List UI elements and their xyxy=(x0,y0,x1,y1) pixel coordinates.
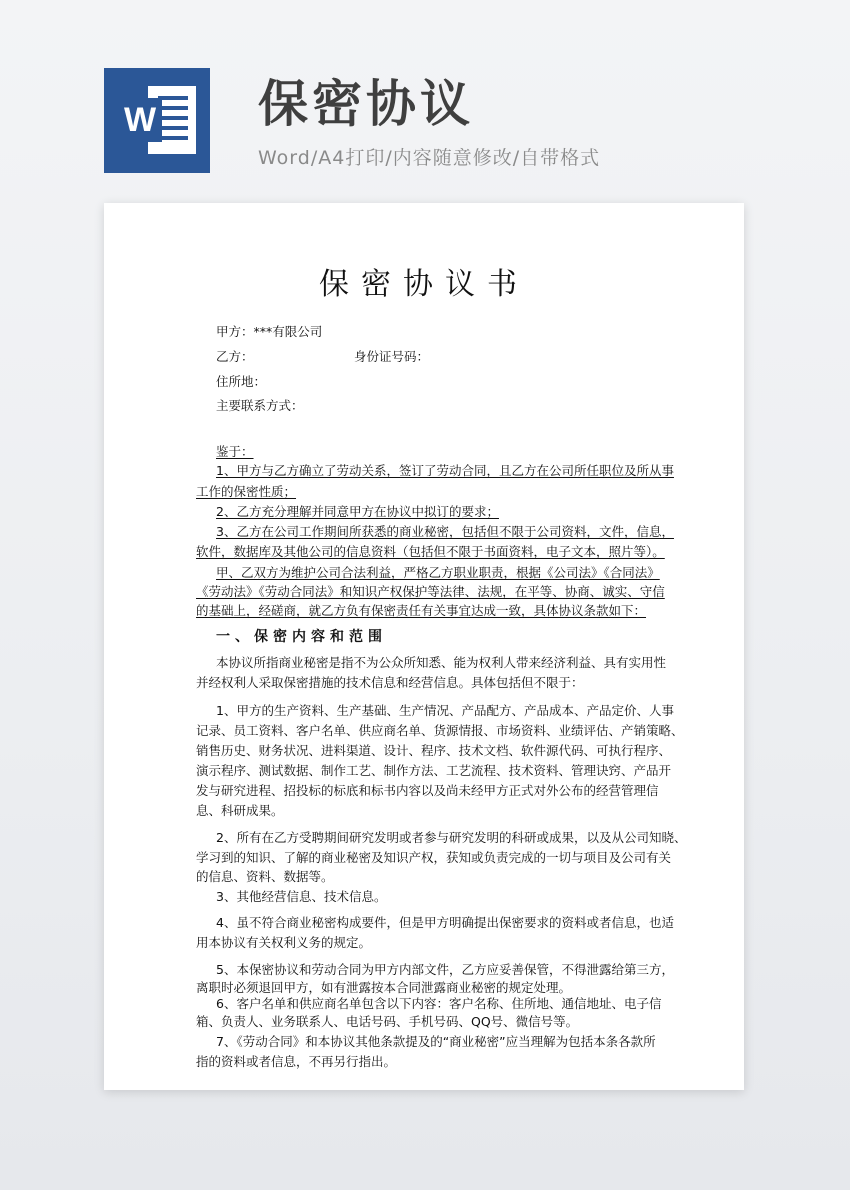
word-logo-icon xyxy=(104,68,210,173)
body-line: 本协议所指商业秘密是指不为公众所知悉、能为权利人带来经济利益、具有实用性 xyxy=(216,655,667,670)
whereas-line: 软件，数据库及其他公司的信息资料（包括但不限于书面资料，电子文本，照片等）。 xyxy=(196,544,665,559)
document-title: 保密协议书 xyxy=(319,267,529,302)
logo-letter: W xyxy=(118,98,162,142)
body-line: 5、本保密协议和劳动合同为甲方内部文件，乙方应妥善保管，不得泄露给第三方， xyxy=(216,962,674,977)
contact-line: 主要联系方式： xyxy=(216,398,304,413)
whereas-line: 2、乙方充分理解并同意甲方在协议中拟订的要求； xyxy=(216,504,499,519)
body-line: 发与研究进程、招投标的标底和标书内容以及尚未经甲方正式对外公布的经营管理信 xyxy=(196,783,659,798)
body-line: 销售历史、财务状况、进料渠道、设计、程序、技术文档、软件源代码、可执行程序、 xyxy=(196,743,672,758)
body-line: 7、《劳动合同》和本协议其他条款提及的“商业秘密”应当理解为包括本条各款所 xyxy=(216,1034,656,1049)
body-line: 箱、负责人、业务联系人、电话号码、手机号码、QQ号、微信号等。 xyxy=(196,1014,579,1029)
body-line: 指的资料或者信息，不再另行指出。 xyxy=(196,1054,397,1069)
party-a-line: 甲方：***有限公司 xyxy=(216,324,323,339)
body-line: 演示程序、测试数据、制作工艺、制作方法、工艺流程、技术资料、管理诀窍、产品开 xyxy=(196,763,672,778)
whereas-line: 鉴于： xyxy=(216,444,254,459)
whereas-line: 3、乙方在公司工作期间所获悉的商业秘密，包括但不限于公司资料，文件，信息， xyxy=(216,524,674,539)
party-b-line: 乙方： xyxy=(216,349,254,364)
body-line: 4、虽不符合商业秘密构成要件，但是甲方明确提出保密要求的资料或者信息，也适 xyxy=(216,915,674,930)
body-line: 并经权利人采取保密措施的技术信息和经营信息。具体包括但不限于： xyxy=(196,675,584,690)
document-page xyxy=(104,203,744,1090)
id-number-line: 身份证号码： xyxy=(354,349,430,364)
section-heading: 一、保密内容和范围 xyxy=(216,629,387,645)
body-line: 学习到的知识、了解的商业秘密及知识产权，获知或负责完成的一切与项目及公司有关 xyxy=(196,850,672,865)
body-line: 离职时必须退回甲方，如有泄露按本合同泄露商业秘密的规定处理。 xyxy=(196,980,572,995)
whereas-line: 工作的保密性质； xyxy=(196,484,297,499)
page-subtitle: Word/A4打印/内容随意修改/自带格式 xyxy=(258,147,601,169)
whereas-line: 的基础上，经磋商，就乙方负有保密责任有关事宜达成一致，具体协议条款如下： xyxy=(196,603,647,618)
body-line: 6、客户名单和供应商名单包含以下内容：客户名称、住所地、通信地址、电子信 xyxy=(216,996,662,1011)
body-line: 记录、员工资料、客户名单、供应商名单、货源情报、市场资料、业绩评估、产销策略、 xyxy=(196,723,684,738)
whereas-line: 《劳动法》《劳动合同法》和知识产权保护等法律、法规，在平等、协商、诚实、守信 xyxy=(196,584,665,599)
page-title: 保密协议 xyxy=(258,75,474,133)
body-line: 3、其他经营信息、技术信息。 xyxy=(216,889,387,904)
address-line: 住所地： xyxy=(216,374,267,389)
body-line: 的信息、资料、数据等。 xyxy=(196,869,334,884)
whereas-line: 1、甲方与乙方确立了劳动关系，签订了劳动合同，且乙方在公司所任职位及所从事 xyxy=(216,463,674,478)
body-line: 息、科研成果。 xyxy=(196,803,284,818)
body-line: 2、所有在乙方受聘期间研究发明或者参与研究发明的科研或成果，以及从公司知晓、 xyxy=(216,830,687,845)
whereas-line: 甲、乙双方为维护公司合法利益，严格乙方职业职责，根据《公司法》《合同法》 xyxy=(216,565,660,580)
body-line: 用本协议有关权利义务的规定。 xyxy=(196,935,372,950)
body-line: 1、甲方的生产资料、生产基础、生产情况、产品配方、产品成本、产品定价、人事 xyxy=(216,703,674,718)
